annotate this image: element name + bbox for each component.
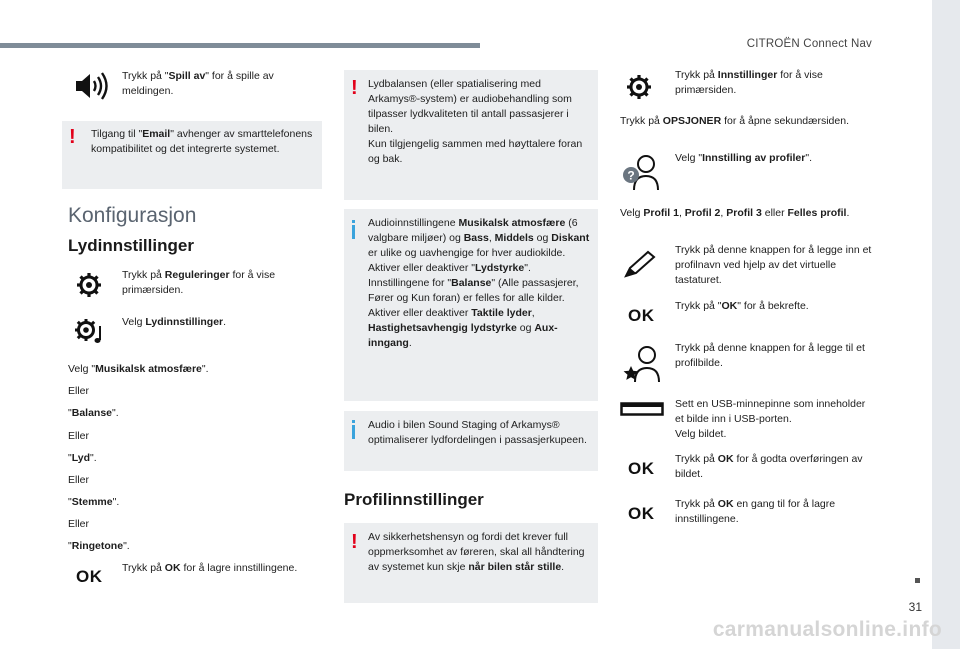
- option-stemme: "Stemme".: [68, 496, 120, 508]
- info-text-audio: Audioinnstillingene Musikalsk atmosfære (6 valgbare miljøer) og Bass, Middels og Diskant er ulike og uavhengige for hver audiokilde. Aktiver eller deaktiver "Lydstyrke". Innstillingene for "Balanse" (Alle passasjerer, Fører og Kun foran) er felles for alle kilder. Aktiver eller deaktiver Taktile lyder, Hastighetsavhengig lydstyrke og Aux-inngang.: [368, 217, 590, 349]
- ok-icon: OK: [76, 567, 103, 586]
- option-lyd: "Lyd".: [68, 452, 97, 464]
- gear-icon: [76, 272, 102, 298]
- gear-icon: [626, 74, 652, 100]
- section-title-profilinnstillinger: Profilinnstillinger: [344, 490, 484, 509]
- speaker-instruction: Trykk på "Spill av" for å spille av meldingen.: [122, 70, 274, 97]
- option-ringetone: "Ringetone".: [68, 540, 130, 552]
- watermark: carmanualsonline.info: [712, 618, 942, 641]
- pencil-icon: [622, 250, 658, 280]
- gear-music-instruction: Velg Lydinnstillinger.: [122, 316, 227, 328]
- section-title-konfigurasjon: Konfigurasjon: [68, 204, 197, 227]
- star-instruction: Trykk på denne knappen for å legge til et profilbilde.: [675, 342, 865, 369]
- ok-instruction: Trykk på OK for å lagre innstillingene.: [122, 562, 298, 574]
- warning-text-lydbalanse: Lydbalansen (eller spatialisering med Arkamys®-system) er audiobehandling som tilpasser lydkvaliteten til antall passasjerer i bilen. Kun tilgjengelig sammen med høyttalere foran og bak.: [368, 78, 583, 165]
- ok-icon: OK: [628, 306, 655, 325]
- page-number: 31: [908, 600, 922, 614]
- info-icon: [352, 425, 355, 439]
- usb-instruction: Sett en USB-minnepinne som inneholder et bilde inn i USB-porten. Velg bildet.: [675, 398, 866, 440]
- eller-text: Eller: [68, 518, 90, 530]
- speaker-icon: [74, 72, 110, 100]
- warning-icon: !: [351, 77, 358, 99]
- ok-confirm-instruction: Trykk på "OK" for å bekrefte.: [675, 300, 809, 312]
- info-text-sound-staging: Audio i bilen Sound Staging of Arkamys® optimaliserer lydfordelingen i passasjerkupeen.: [368, 419, 587, 446]
- header-bar: [0, 43, 480, 48]
- subsection-title-lydinnstillinger: Lydinnstillinger: [68, 236, 194, 255]
- velg-musikalsk: Velg "Musikalsk atmosfære".: [68, 363, 209, 375]
- warning-text-email: Tilgang til "Email" avhenger av smarttelefonens kompatibilitet og det integrerte systemet.: [91, 128, 313, 155]
- ok-icon: OK: [628, 504, 655, 523]
- end-marker: [915, 578, 920, 583]
- gear-instruction-innstillinger: Trykk på Innstillinger for å vise primærsiden.: [675, 69, 823, 96]
- ok-save-instruction: Trykk på OK en gang til for å lagre innstillingene.: [675, 498, 836, 525]
- option-balanse: "Balanse".: [68, 407, 119, 419]
- gear-instruction: Trykk på Reguleringer for å vise primærsiden.: [122, 269, 276, 296]
- svg-text:?: ?: [627, 168, 635, 183]
- ok-icon: OK: [628, 459, 655, 478]
- velg-profil: Velg Profil 1, Profil 2, Profil 3 eller Felles profil.: [620, 207, 850, 219]
- profile-star-icon: [622, 344, 662, 384]
- eller-text: Eller: [68, 430, 90, 442]
- pencil-instruction: Trykk på denne knappen for å legge inn et profilnavn ved hjelp av det virtuelle tastaturet.: [675, 244, 872, 286]
- profil-instruction: Velg "Innstilling av profiler".: [675, 152, 813, 164]
- page-edge-strip: [932, 0, 960, 649]
- page-header-title: CITROËN Connect Nav: [746, 38, 872, 50]
- warning-icon: !: [69, 126, 76, 148]
- eller-text: Eller: [68, 385, 90, 397]
- info-icon: [352, 225, 355, 239]
- gear-music-icon: [74, 318, 106, 346]
- ok-accept-instruction: Trykk på OK for å godta overføringen av bildet.: [675, 453, 863, 480]
- warning-icon: !: [351, 531, 358, 553]
- usb-stick-icon: [620, 402, 664, 416]
- profile-question-icon: [620, 152, 662, 192]
- warning-text-sikkerhet: Av sikkerhetshensyn og fordi det krever full oppmerksomhet av føreren, skal all håndtering av systemet kun skje når bilen står stille.: [368, 531, 585, 573]
- opsjoner-instruction: Trykk på OPSJONER for å åpne sekundærsiden.: [620, 115, 849, 127]
- eller-text: Eller: [68, 474, 90, 486]
